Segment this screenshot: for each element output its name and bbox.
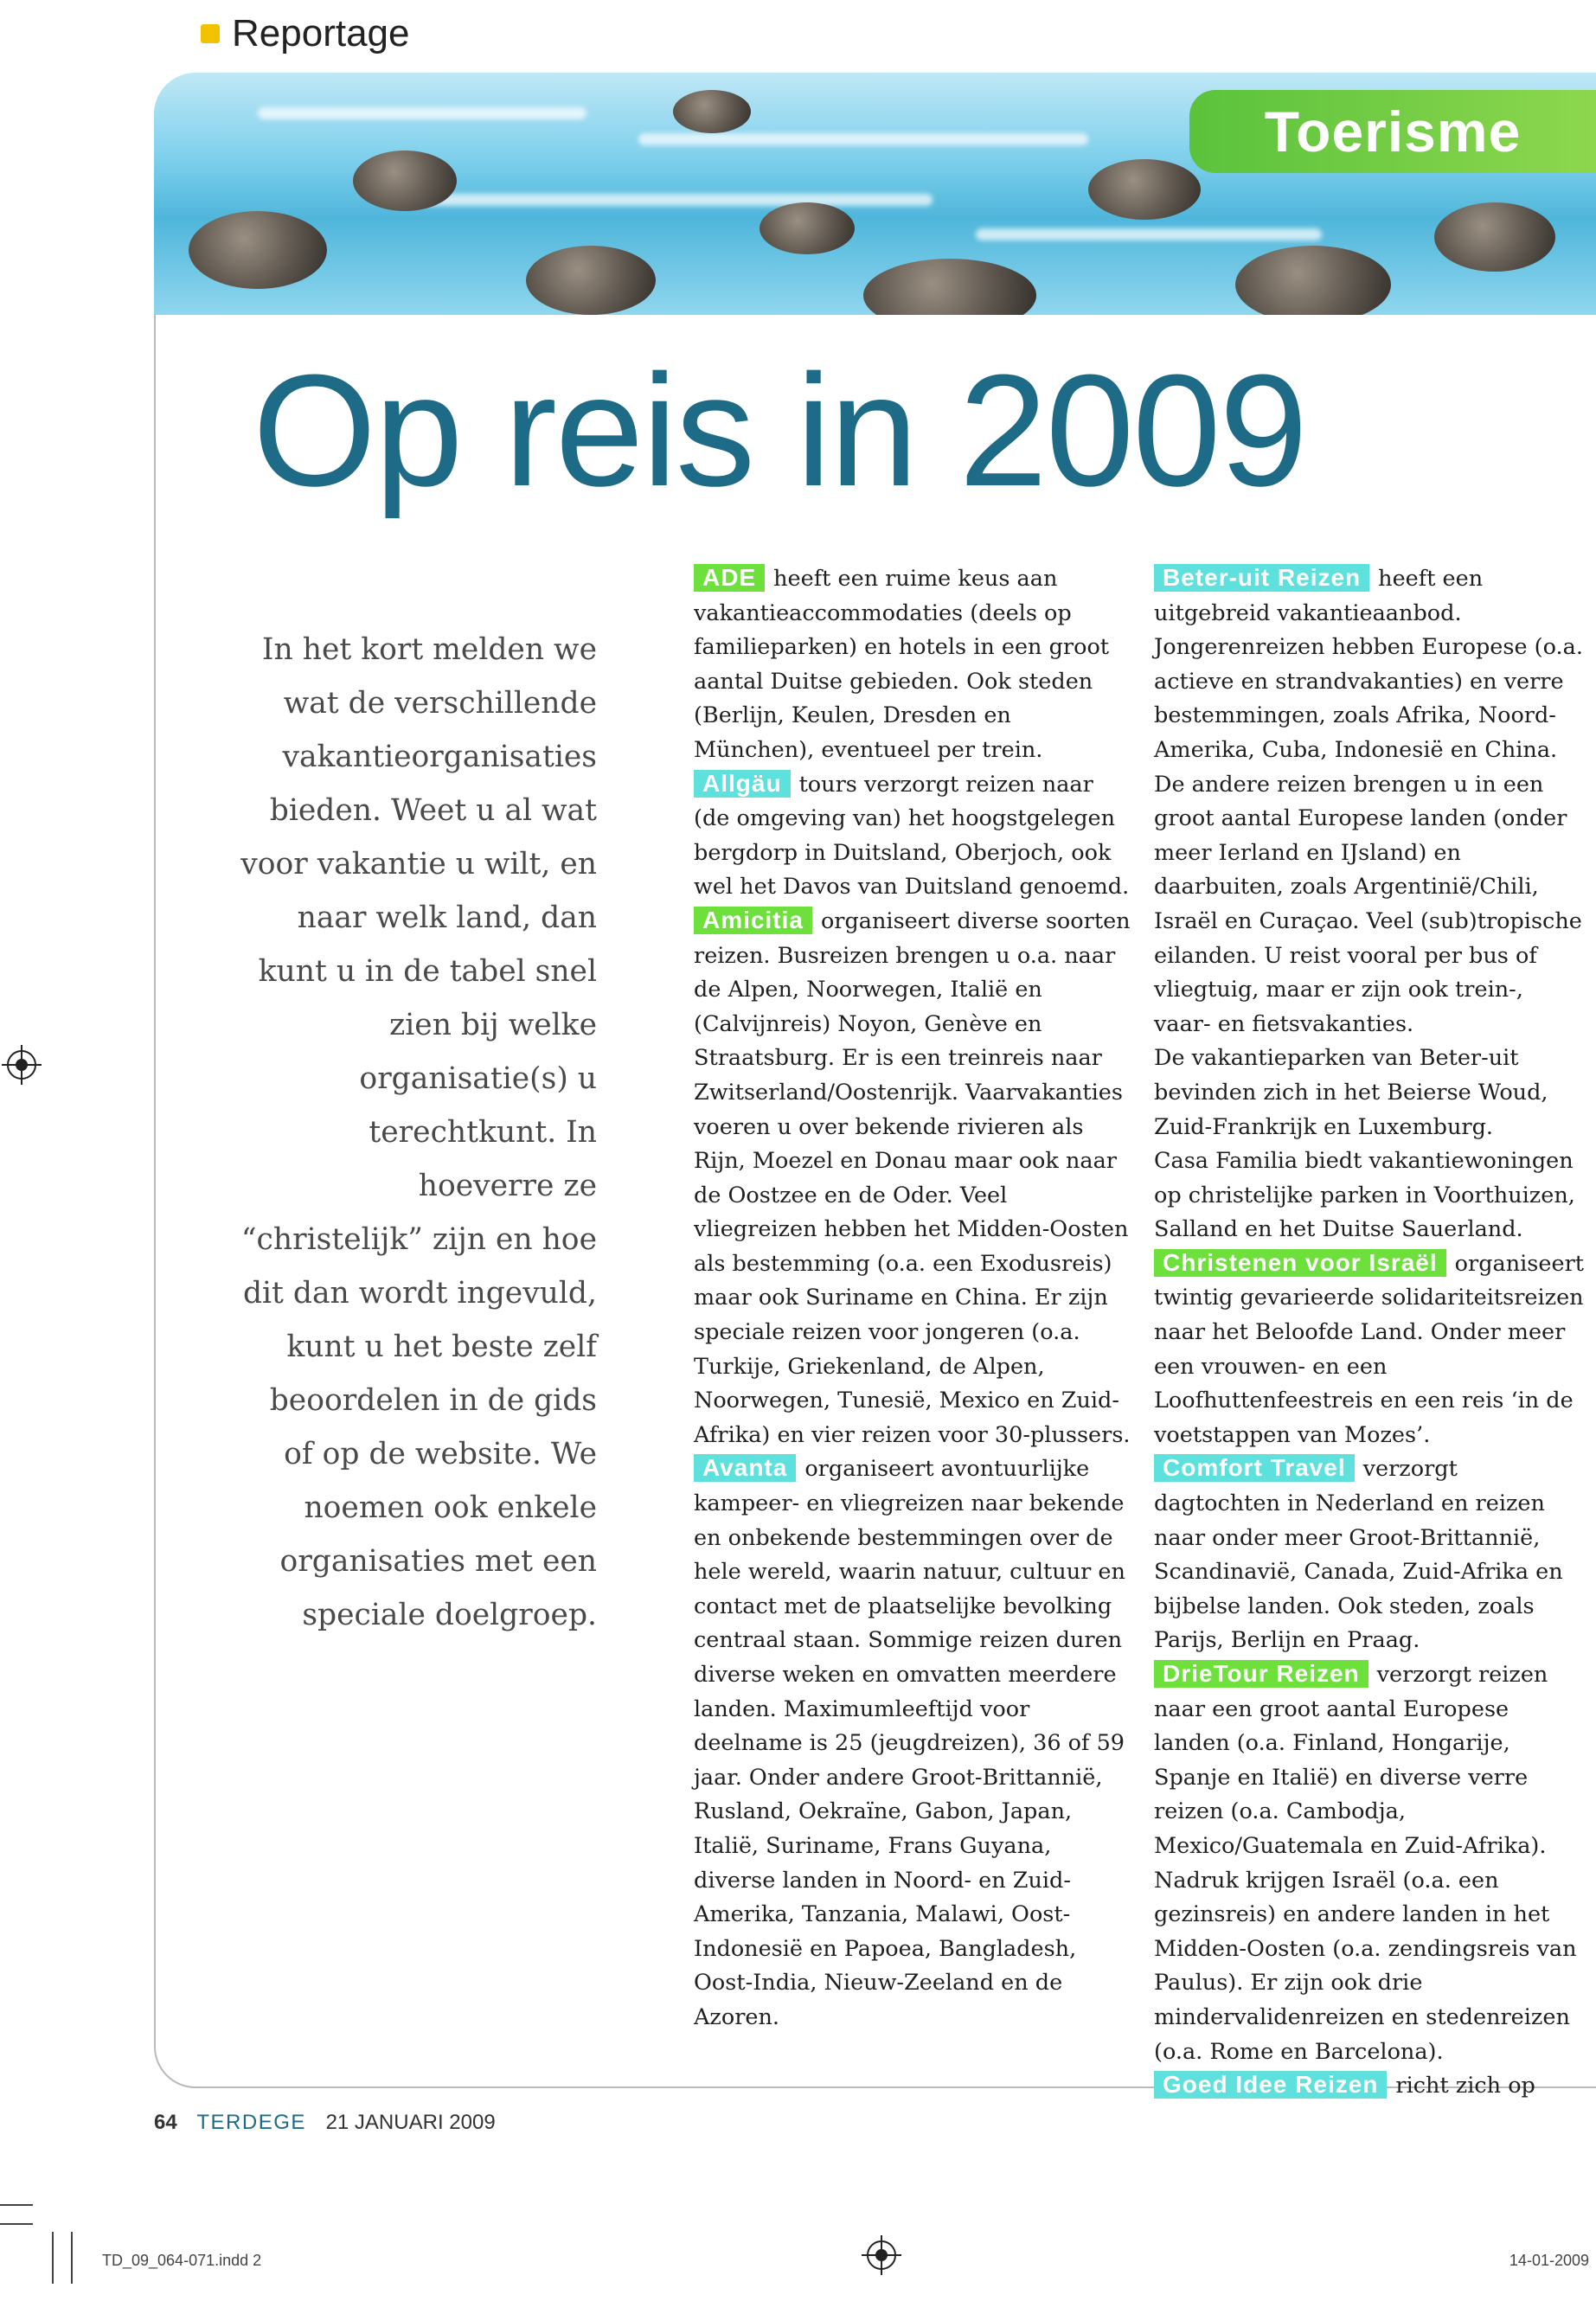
section-label xyxy=(201,12,409,55)
registration-mark-icon xyxy=(867,2240,896,2270)
organization-tag: DrieTour Reizen xyxy=(1154,1660,1368,1688)
section-square-icon xyxy=(201,24,220,43)
section-title: Reportage xyxy=(232,12,410,54)
crop-mark-icon xyxy=(71,2232,73,2284)
entry-beter-uit-parks: De vakantieparken van Beter-uit bevinden zich in het Beierse Woud, Zuid-Frankrijk en Luxemburg. xyxy=(1154,1045,1548,1140)
page-footer xyxy=(154,2111,496,2135)
organization-tag: Christenen voor Israël xyxy=(1154,1249,1446,1277)
organization-tag: Allgäu xyxy=(694,770,791,798)
entry-casa-familia: Casa Familia biedt vakantiewoningen op christelijke parken in Voorthuizen, Salland en het Duitse Sauerland. xyxy=(1154,1148,1575,1243)
column-2 xyxy=(1154,562,1586,2104)
intro-text: In het kort melden we wat de verschillende vakantieorganisaties bieden. Weet u al wat voor vakantie u wilt, en naar welk land, dan kunt u in de tabel snel zien bij welke organisatie(s) u terechtkunt. In hoeverre ze “christelijk” zijn en hoe dit dan wordt ingevuld, kunt u het beste zelf beoordelen in de gids of op de website. We noemen ook enkele organisaties met een speciale doelgroep. xyxy=(240,632,597,1632)
magazine-name: TERDEGE xyxy=(196,2111,306,2134)
entry-comfort-travel: Comfort Travel verzorgt dagtochten in Nederland en reizen naar onder meer Groot-Brittannië, Scandinavië, Canada, Zuid-Afrika en bijbelse landen. Ook steden, zoals Parijs, Berlijn en Praag. xyxy=(1154,1454,1563,1654)
page-title: Op reis in 2009 xyxy=(253,341,1306,519)
entry-drietour: DrieTour Reizen verzorgt reizen naar een groot aantal Europese landen (o.a. Finland, Hongarije, Spanje en Italië) en diverse verre reizen (o.a. Cambodja, Mexico/Guatemala en Zuid-Afrika). Nadruk krijgen Israël (o.a. een gezinsreis) en andere landen in het Midden-Oosten (o.a. zendingsreis van Paulus). Er zijn ook drie mindervalidenreizen en stedenreizen (o.a. Rome en Barcelona). xyxy=(1154,1660,1577,2065)
entry-goed-idee: Goed Idee Reizen richt zich op xyxy=(1154,2069,1586,2104)
issue-date: 21 JANUARI 2009 xyxy=(325,2111,496,2134)
entry-christenen-voor-israel: Christenen voor Israël organiseert twintig gevarieerde solidariteitsreizen naar het Beloofde Land. Onder meer een vrouwen- en een Loofhuttenfeestreis en een reis ‘in de voetstappen van Mozes’. xyxy=(1154,1248,1585,1448)
crop-mark-icon xyxy=(0,2204,33,2206)
entry-allgau: Allgäu tours verzorgt reizen naar (de omgeving van) het hoogstgelegen bergdorp in Duitsland, Oberjoch, ook wel het Davos van Duitsland genoemd. xyxy=(694,769,1130,901)
organization-tag: ADE xyxy=(694,564,765,592)
banner-image xyxy=(154,73,1596,315)
page-number: 64 xyxy=(154,2111,177,2134)
crop-mark-icon xyxy=(52,2232,54,2284)
entry-ade: ADE heeft een ruime keus aan vakantieaccommodaties (deels op familieparken) en hotels in een groot aantal Duitse gebieden. Ook steden (Berlijn, Keulen, Dresden en München), eventueel per trein. xyxy=(694,564,1110,763)
slug-file: TD_09_064-071.indd 2 xyxy=(102,2252,262,2269)
entry-amicitia: Amicitia organiseert diverse soorten reizen. Busreizen brengen u o.a. naar de Alpen, Noorwegen, Italië en (Calvijnreis) Noyon, Genève en Straatsburg. Er is een treinreis naar Zwitserland/Oostenrijk. Vaarvakanties voeren u over bekende rivieren als Rijn, Moezel en Donau maar ook naar de Oostzee en de Oder. Veel vliegreizen hebben het Midden-Oosten als bestemming (o.a. een Exodusreis) maar ook Suriname en China. Er zijn speciale reizen voor jongeren (o.a. Turkije, Griekenland, de Alpen, Noorwegen, Tunesië, Mexico en Zuid-Afrika) en vier reizen voor 30-plussers. xyxy=(694,906,1131,1448)
entry-beter-uit: Beter-uit Reizen heeft een uitgebreid vakantieaanbod. Jongerenreizen hebben Europese (o.a. actieve en strandvakanties) en verre bestemmingen, zoals Afrika, Noord-Amerika, Cuba, Indonesië en China. De andere reizen brengen u in een groot aantal Europese landen (onder meer Ierland en IJsland) en daarbuiten, zoals Argentinië/Chili, Israël en Curaçao. Veel (sub)tropische eilanden. U reist vooral per bus of vliegtuig, maar er zijn ook trein-, vaar- en fietsvakanties. xyxy=(1154,564,1583,1037)
entry-avanta: Avanta organiseert avontuurlijke kampeer- en vliegreizen naar bekende en onbekende bestemmingen over de hele wereld, waarin natuur, cultuur en contact met de plaatselijke bevolking centraal staan. Sommige reizen duren diverse weken en omvatten meerdere landen. Maximumleeftijd voor deelname is 25 (jeugdreizen), 36 of 59 jaar. Onder andere Groot-Brittannië, Rusland, Oekraïne, Gabon, Japan, Italië, Suriname, Frans Guyana, diverse landen in Noord- en Zuid-Amerika, Tanzania, Malawi, Oost-Indonesië en Papoea, Bangladesh, Oost-India, Nieuw-Zeeland en de Azoren. xyxy=(694,1454,1125,2030)
organization-tag: Goed Idee Reizen xyxy=(1154,2071,1387,2099)
slug-date: 14-01-2009 xyxy=(1509,2252,1589,2269)
registration-mark-icon xyxy=(7,1050,36,1080)
organization-tag: Amicitia xyxy=(694,907,812,934)
column-1 xyxy=(694,562,1131,2035)
organization-tag: Comfort Travel xyxy=(1154,1454,1355,1482)
organization-tag: Avanta xyxy=(694,1454,796,1482)
crop-mark-icon xyxy=(0,2223,33,2225)
section-tag: Toerisme xyxy=(1189,90,1596,173)
organization-tag: Beter-uit Reizen xyxy=(1154,564,1369,592)
